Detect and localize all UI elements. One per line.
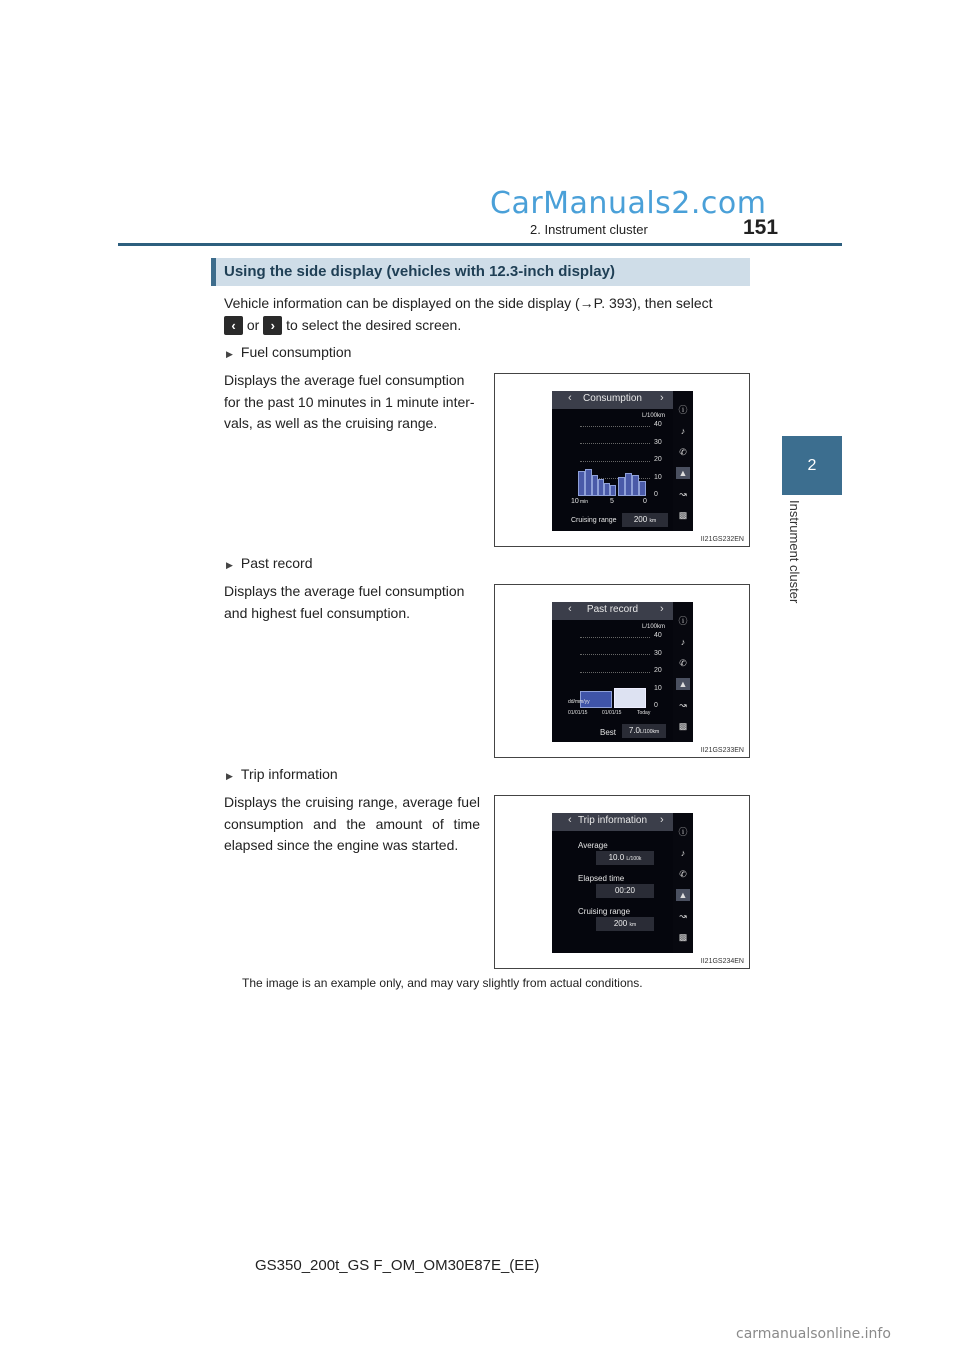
consumption-bar — [625, 473, 632, 496]
consumption-bar — [578, 471, 585, 496]
fuel-consumption-heading: ▶ Fuel consumption — [226, 344, 352, 360]
chapter-number: 2 — [807, 456, 817, 474]
x-label: 10 — [571, 498, 579, 505]
triangle-bullet-icon: ▶ — [226, 771, 233, 781]
ref-arrow-icon: → — [579, 295, 594, 311]
phone-icon[interactable]: ✆ — [679, 658, 687, 668]
consumption-screen — [552, 391, 693, 531]
x-label: 0 — [643, 498, 647, 505]
screen-title: Consumption — [583, 393, 642, 404]
cruising-range-label: Cruising range — [571, 517, 617, 524]
chevron-left-icon: ‹ — [568, 603, 572, 615]
image-caption: The image is an example only, and may vary slightly from actual conditions. — [242, 976, 643, 990]
footer-code: GS350_200t_GS F_OM_OM30E87E_(EE) — [255, 1257, 540, 1274]
y-tick-label: 0 — [654, 491, 658, 498]
unit-label: L/100km — [642, 413, 666, 419]
intro-paragraph — [224, 293, 750, 336]
trip-information-figure — [494, 795, 750, 969]
y-tick-label: 20 — [654, 456, 662, 463]
x-label: min — [580, 499, 589, 505]
music-icon[interactable]: ♪ — [680, 637, 686, 647]
info-icon[interactable]: ⓘ — [678, 827, 688, 837]
date-tag: dd/mm/yy — [568, 699, 590, 705]
x-label: Today — [637, 710, 651, 716]
music-icon[interactable]: ♪ — [680, 848, 686, 858]
y-tick-label: 40 — [654, 421, 662, 428]
y-tick-label: 40 — [654, 632, 662, 639]
gridline — [580, 672, 650, 673]
battery-icon[interactable]: ▩ — [678, 721, 688, 731]
y-tick-label: 20 — [654, 667, 662, 674]
average-value-box: 10.0 L/100k — [596, 851, 654, 865]
chevron-left-icon: ‹ — [568, 814, 572, 826]
y-tick-label: 0 — [654, 702, 658, 709]
consumption-bar — [585, 469, 592, 496]
consumption-bar — [639, 481, 646, 496]
right-arrow-key-icon: › — [263, 316, 282, 335]
y-tick-label: 10 — [654, 474, 662, 481]
figure-code: II21GS233EN — [700, 747, 744, 754]
trip-information-screen — [552, 813, 693, 953]
gridline — [580, 426, 650, 427]
music-icon[interactable]: ♪ — [680, 426, 686, 436]
intro-text-a: Vehicle information can be displayed on the side display ( — [224, 295, 580, 311]
battery-icon[interactable]: ▩ — [678, 932, 688, 942]
screen-title: Past record — [586, 604, 639, 615]
elapsed-time-label: Elapsed time — [578, 874, 625, 883]
gridline — [580, 461, 650, 462]
best-label: Best — [600, 728, 617, 737]
trip-information-heading: ▶ Trip information — [226, 766, 338, 782]
best-value-box: 7.0L/100km — [622, 724, 666, 738]
triangle-bullet-icon: ▶ — [226, 560, 233, 570]
figure-code: II21GS232EN — [700, 536, 744, 543]
car-icon[interactable]: ▲ — [676, 678, 690, 690]
chevron-right-icon: › — [660, 603, 664, 615]
chapter-label: Instrument cluster — [787, 500, 802, 604]
past-record-figure — [494, 584, 750, 758]
phone-icon[interactable]: ✆ — [679, 869, 687, 879]
watermark-logo: CarManuals2.com — [490, 186, 767, 221]
past-record-screen — [552, 602, 693, 742]
past-record-text: Displays the average fuel consumption and highest fuel consumption. — [224, 583, 465, 621]
chevron-right-icon: › — [660, 392, 664, 404]
today-bar — [614, 688, 646, 708]
left-arrow-key-icon: ‹ — [224, 316, 243, 335]
elapsed-time-value-box: 00:20 — [596, 884, 654, 898]
cruising-range-value-box: 200 km — [596, 917, 654, 931]
phone-icon[interactable]: ✆ — [679, 447, 687, 457]
y-tick-label: 30 — [654, 650, 662, 657]
page-number: 151 — [743, 216, 779, 239]
info-icon[interactable]: ⓘ — [678, 616, 688, 626]
screen-title: Trip information — [577, 815, 648, 826]
battery-icon[interactable]: ▩ — [678, 510, 688, 520]
info-icon[interactable]: ⓘ — [678, 405, 688, 415]
fuel-consumption-text: Displays the average fuel consumption for the past 10 minutes in 1 minute inter-vals, as well as the cruising range. — [224, 372, 475, 431]
cruising-range-value-box: 200 km — [622, 513, 668, 527]
x-label: 5 — [610, 498, 614, 505]
intro-text-b: P. 393), then select — [593, 295, 713, 311]
car-icon[interactable]: ▲ — [676, 467, 690, 479]
trip-information-text: Displays the cruising range, average fuel consumption and the amount of time elapsed since the engine was started. — [224, 794, 480, 853]
x-label: 01/01/15 — [602, 710, 622, 716]
y-tick-label: 10 — [654, 685, 662, 692]
header-section-title: 2. Instrument cluster — [530, 222, 648, 237]
section-title: Using the side display (vehicles with 12.3-inch display) — [224, 263, 615, 280]
intro-text-c: to select the desired screen. — [286, 316, 462, 333]
chevron-right-icon: › — [660, 814, 664, 826]
figure-code: II21GS234EN — [700, 958, 744, 965]
unit-label: L/100km — [642, 624, 666, 630]
watermark-site: carmanualsonline.info — [736, 1326, 891, 1342]
gridline — [580, 654, 650, 655]
cruising-range-label: Cruising range — [578, 907, 631, 916]
fuel-consumption-figure — [494, 373, 750, 547]
chapter-tab[interactable] — [782, 436, 842, 495]
car-icon[interactable]: ▲ — [676, 889, 690, 901]
map-icon[interactable]: ↝ — [679, 911, 687, 921]
gridline — [580, 637, 650, 638]
consumption-bar — [610, 485, 616, 496]
triangle-bullet-icon: ▶ — [226, 349, 233, 359]
intro-or: or — [246, 316, 260, 333]
map-icon[interactable]: ↝ — [679, 700, 687, 710]
y-tick-label: 30 — [654, 439, 662, 446]
past-record-heading: ▶ Past record — [226, 555, 313, 571]
gridline — [580, 443, 650, 444]
consumption-bar — [618, 477, 625, 496]
consumption-bar — [632, 475, 639, 496]
x-label: 01/01/15 — [568, 710, 588, 716]
header-rule — [118, 243, 842, 246]
map-icon[interactable]: ↝ — [679, 489, 687, 499]
chevron-left-icon: ‹ — [568, 392, 572, 404]
average-label: Average — [578, 841, 608, 850]
